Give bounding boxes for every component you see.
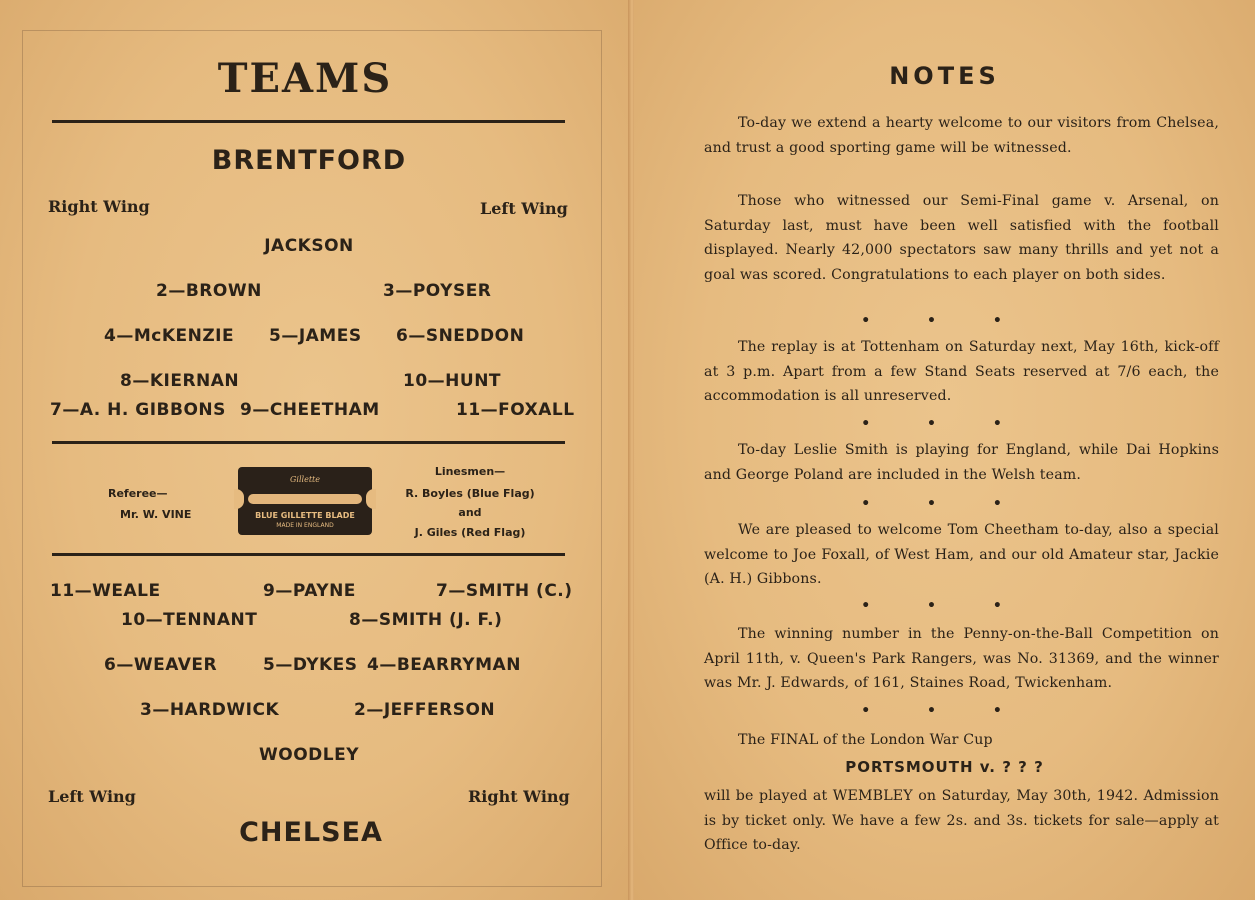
note-paragraph: will be played at WEMBLEY on Saturday, May 30th, 1942. Admission is by ticket only. We have a few 2s. and 3s. tickets for sale—apply at Office to-day.: [704, 788, 1219, 853]
home-left-wing-label: Left Wing: [480, 199, 568, 218]
away-team-name: CHELSEA: [239, 817, 383, 848]
away-right-wing-label: Right Wing: [468, 787, 570, 806]
linesman-2: J. Giles (Red Flag): [414, 526, 526, 539]
separator-dots: • • •: [861, 416, 1028, 432]
away-player: 10—TENNANT: [121, 610, 258, 630]
away-player: 8—SMITH (J. F.): [349, 610, 503, 630]
away-player: 5—DYKES: [263, 655, 358, 675]
separator-dots: • • •: [861, 496, 1028, 512]
linesmen-label: Linesmen—: [434, 465, 506, 478]
away-player: 4—BEARRYMAN: [367, 655, 521, 675]
home-player: 8—KIERNAN: [120, 371, 240, 391]
linesman-and: and: [458, 506, 482, 519]
title-rule: [52, 120, 565, 123]
referee-label: Referee—: [108, 487, 168, 500]
away-player: 6—WEAVER: [104, 655, 218, 675]
separator-dots: • • •: [861, 313, 1028, 329]
gillette-blade-logo: [238, 467, 372, 535]
notes-title: NOTES: [889, 62, 1000, 90]
away-player: 11—WEALE: [50, 581, 161, 601]
teams-title: TEAMS: [217, 55, 393, 102]
away-left-wing-label: Left Wing: [48, 787, 136, 806]
home-player: 9—CHEETHAM: [240, 400, 380, 420]
home-right-wing-label: Right Wing: [48, 197, 150, 216]
home-player: 3—POYSER: [383, 281, 492, 301]
home-player: 5—JAMES: [269, 326, 362, 346]
referee-name: Mr. W. VINE: [120, 508, 192, 521]
home-player: 4—McKENZIE: [104, 326, 235, 346]
away-player: 3—HARDWICK: [140, 700, 280, 720]
home-player: 11—FOXALL: [456, 400, 575, 420]
home-player: 7—A. H. GIBBONS: [50, 400, 226, 420]
note-paragraph: To-day Leslie Smith is playing for England, while Dai Hopkins and George Poland are included in the Welsh team.: [704, 442, 1219, 483]
home-player: 10—HUNT: [403, 371, 502, 391]
advert-line-2: MADE IN ENGLAND: [276, 522, 334, 529]
separator-dots: • • •: [861, 703, 1028, 719]
advert-line-1: BLUE GILLETTE BLADE: [255, 511, 355, 520]
home-player: 6—SNEDDON: [396, 326, 525, 346]
divider-rule: [52, 553, 565, 556]
note-paragraph: The winning number in the Penny-on-the-Ball Competition on April 11th, v. Queen's Park Rangers, was No. 31369, and the winner was Mr. J. Edwards, of 161, Staines Road, Twickenham.: [704, 626, 1219, 691]
divider-rule: [52, 441, 565, 444]
final-fixture: PORTSMOUTH v. ? ? ?: [845, 758, 1044, 776]
away-player: 2—JEFFERSON: [354, 700, 496, 720]
note-paragraph: We are pleased to welcome Tom Cheetham to-day, also a special welcome to Joe Foxall, of West Ham, and our old Amateur star, Jackie (A. H.) Gibbons.: [704, 522, 1219, 587]
notes-page: [634, 0, 1255, 900]
note-paragraph: The FINAL of the London War Cup: [738, 732, 993, 748]
advert-brand: Gillette: [290, 475, 320, 484]
linesman-1: R. Boyles (Blue Flag): [405, 487, 535, 500]
note-paragraph: Those who witnessed our Semi-Final game v. Arsenal, on Saturday last, must have been well satisfied with the football displayed. Nearly 42,000 spectators saw many thrills and yet not a goal was scored. Congratulations to each player on both sides.: [704, 193, 1219, 283]
separator-dots: • • •: [861, 598, 1028, 614]
note-paragraph: The replay is at Tottenham on Saturday next, May 16th, kick-off at 3 p.m. Apart from a few Stand Seats reserved at 7/6 each, the accommodation is all unreserved.: [704, 339, 1219, 404]
away-player: 7—SMITH (C.): [436, 581, 573, 601]
home-team-name: BRENTFORD: [211, 145, 407, 176]
away-player: 9—PAYNE: [263, 581, 356, 601]
away-goalkeeper: WOODLEY: [258, 745, 360, 765]
home-player: 2—BROWN: [156, 281, 262, 301]
note-paragraph: To-day we extend a hearty welcome to our visitors from Chelsea, and trust a good sporting game will be witnessed.: [704, 115, 1219, 156]
home-goalkeeper: JACKSON: [264, 236, 354, 256]
